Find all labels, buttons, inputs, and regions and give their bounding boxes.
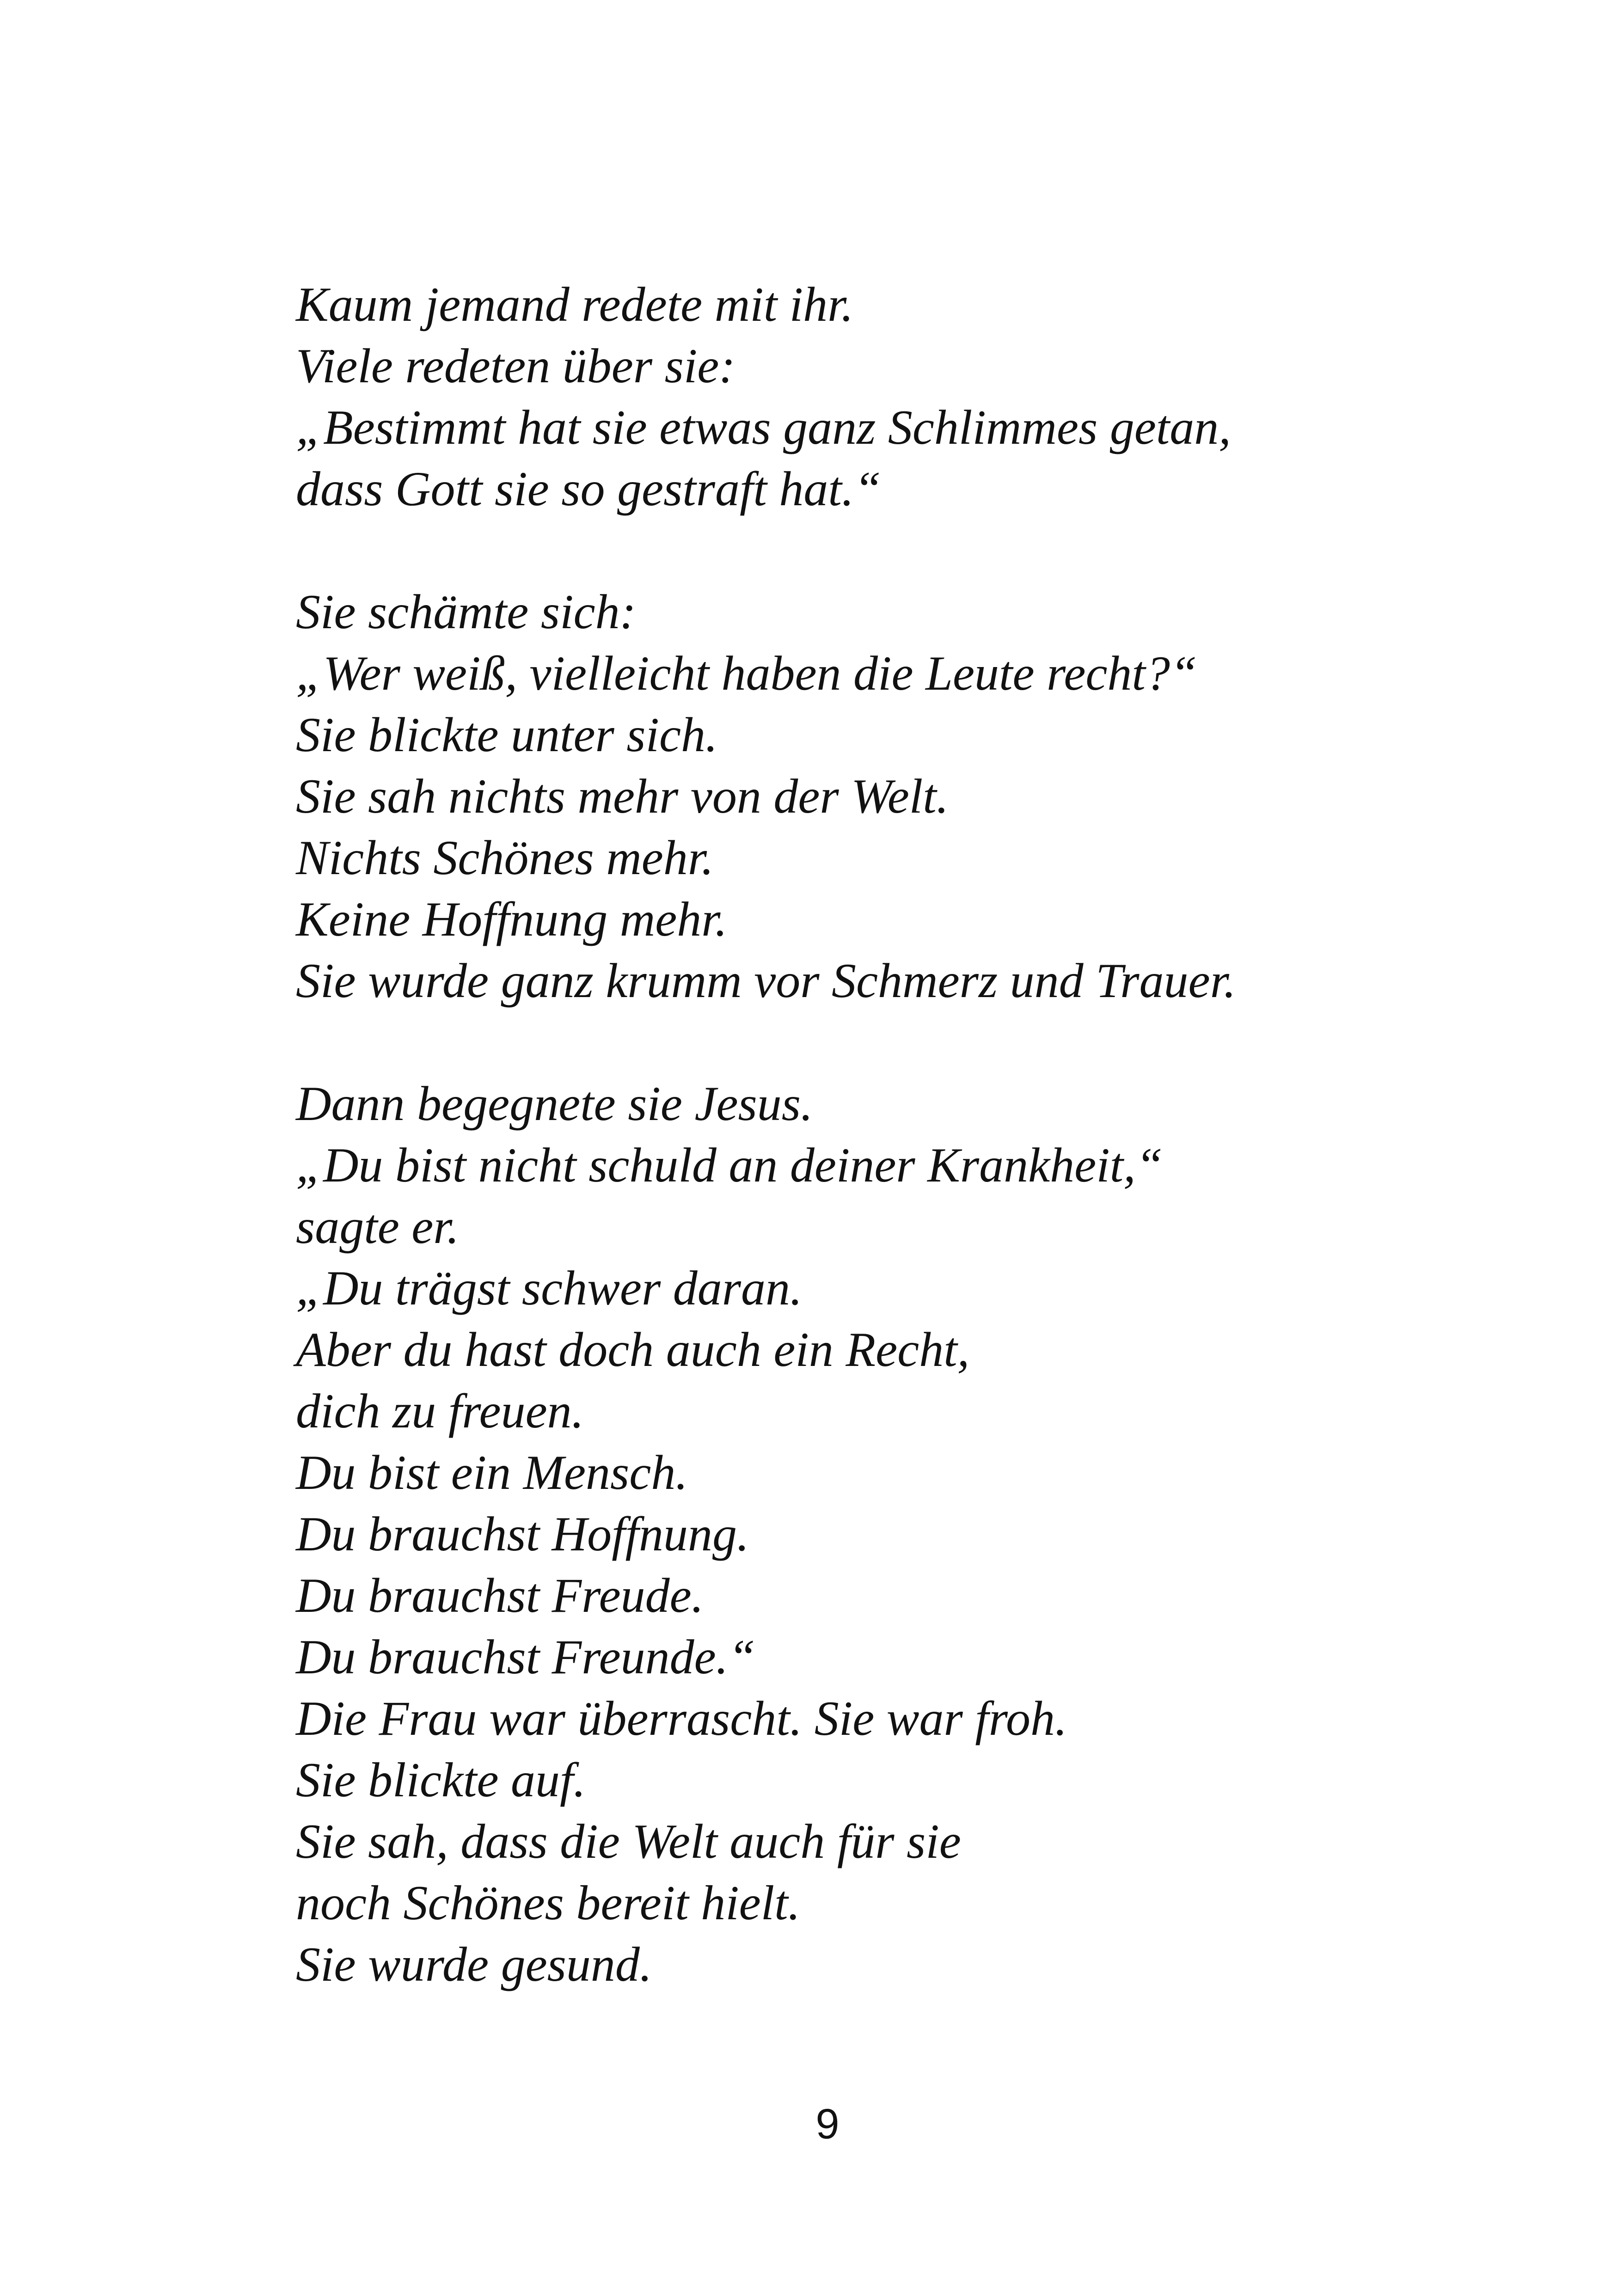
poem-line: Keine Hoffnung mehr.: [296, 892, 728, 946]
poem-line: Aber du hast doch auch ein Recht,: [296, 1322, 970, 1377]
poem-line: Sie blickte unter sich.: [296, 708, 718, 762]
poem-line: noch Schönes bereit hielt.: [296, 1876, 801, 1930]
poem-line: sagte er.: [296, 1200, 460, 1254]
poem-line: Sie schämte sich:: [296, 585, 636, 639]
poem-line: Nichts Schönes mehr.: [296, 831, 714, 885]
poem-line: Du bist ein Mensch.: [296, 1445, 688, 1500]
poem-line: Viele redeten über sie:: [296, 339, 735, 393]
poem-line: „Du trägst schwer daran.: [296, 1261, 803, 1315]
poem-line: Sie wurde gesund.: [296, 1937, 652, 1991]
page-number: 9: [815, 2100, 840, 2148]
poem-line: dich zu freuen.: [296, 1384, 584, 1438]
poem-text: [296, 274, 1498, 2057]
poem-line: Du brauchst Freude.: [296, 1568, 704, 1623]
poem-line: Sie sah nichts mehr von der Welt.: [296, 769, 949, 823]
poem-line: Sie wurde ganz krumm vor Schmerz und Trauer.: [296, 954, 1236, 1008]
poem-line: Sie sah, dass die Welt auch für sie: [296, 1814, 961, 1868]
poem-line: „Bestimmt hat sie etwas ganz Schlimmes getan,: [296, 400, 1231, 454]
stanza-2: [296, 581, 1498, 1011]
poem-line: Die Frau war überrascht. Sie war froh.: [296, 1691, 1067, 1745]
poem-line: Dann begegnete sie Jesus.: [296, 1077, 813, 1131]
poem-line: „Wer weiß, vielleicht haben die Leute recht?“: [296, 646, 1197, 700]
poem-line: Du brauchst Freunde.“: [296, 1630, 756, 1684]
stanza-3: [296, 1073, 1498, 1995]
poem-line: „Du bist nicht schuld an deiner Krankheit,“: [296, 1138, 1163, 1192]
poem-line: dass Gott sie so gestraft hat.“: [296, 462, 882, 516]
poem-line: Sie blickte auf.: [296, 1753, 586, 1807]
poem-line: Du brauchst Hoffnung.: [296, 1507, 749, 1561]
stanza-1: [296, 274, 1498, 520]
poem-line: Kaum jemand redete mit ihr.: [296, 277, 854, 331]
